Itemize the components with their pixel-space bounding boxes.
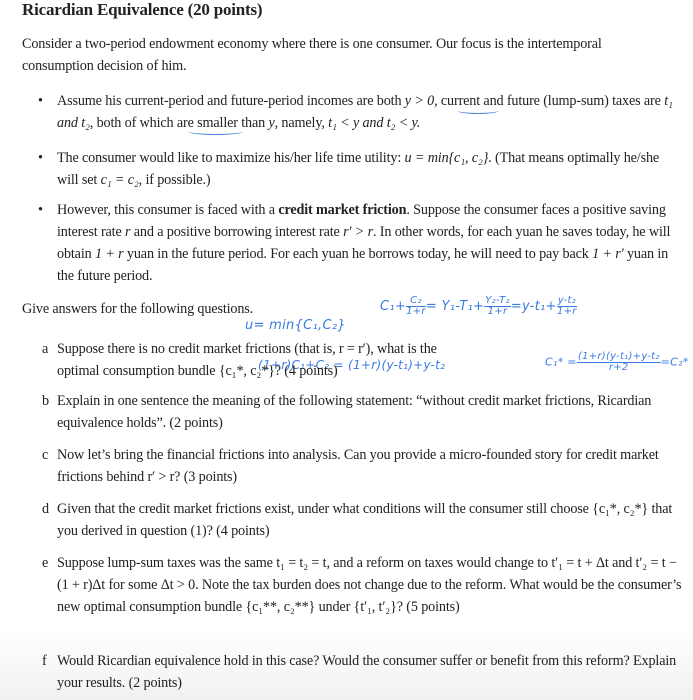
- hw-num: (1+r)(y-t₁)+y-t₂: [577, 351, 660, 362]
- handwritten-underline: [188, 128, 243, 135]
- math-borrow-cost: 1 + r′: [592, 246, 624, 262]
- hw-fraction: [406, 296, 426, 317]
- text-segment: . In other words, for each yuan he saves today, he will obtain: [57, 224, 671, 262]
- hw-den: 1+r: [556, 306, 577, 317]
- math-income: y > 0: [404, 93, 435, 109]
- text-segment: . (That means optimally he/she will set: [57, 150, 660, 188]
- text-segment: yuan in the future period. For each yuan he borrows today, he will need to pay back: [123, 246, 593, 262]
- question-label: d: [42, 501, 49, 517]
- question-d: [42, 498, 682, 542]
- hw-num: y-t₂: [557, 295, 576, 306]
- text-segment: and a positive borrowing interest rate: [130, 224, 344, 240]
- hw-num: C₂: [406, 296, 426, 307]
- bullet-dot-icon: •: [38, 202, 43, 218]
- hw-text: = Y₁-T₁+: [425, 299, 485, 314]
- bold-term: credit market friction: [278, 202, 407, 218]
- text-segment: , if possible.): [138, 172, 211, 188]
- text-segment: However, this consumer is faced with a: [57, 202, 279, 218]
- bullet-dot-icon: •: [38, 93, 43, 109]
- hw-den: 1+r: [487, 306, 508, 317]
- question-text: Suppose lump-sum taxes was the same t₁ = t₂ = t, and a reform on taxes would change to t′₁ = t + Δt and t′₂ = t − (1 + r)Δt for some Δt > 0. Note the tax burden does not change due to the reform. What would be the consumer’s new optimal consumption bundle {c₁**, c₂**} under {t′₁, t′₂}? (5 points): [57, 555, 682, 615]
- question-label: e: [42, 555, 49, 571]
- question-text: Suppose there is no credit market frictions (that is, r = r′), what is the optimal consumption bundle {c₁*, c₂*}? (4 points): [57, 341, 437, 379]
- question-b: [42, 390, 682, 434]
- hw-text: C₁+: [380, 299, 407, 314]
- question-e: [42, 552, 682, 618]
- handwritten-underline: [457, 107, 499, 114]
- handwritten-lifetime-budget: (1+r)C₁+C₂ = (1+r)(y-t₁)+y-t₂: [258, 358, 446, 372]
- math-save-return: 1 + r: [94, 246, 124, 262]
- hw-fraction: [557, 296, 577, 317]
- question-text: Would Ricardian equivalence hold in this case? Would the consumer suffer or benefit from this reform? Explain your results. (2 points): [57, 653, 677, 691]
- text-segment: , namely,: [274, 115, 329, 131]
- question-c: [42, 444, 682, 488]
- question-text: Explain in one sentence the meaning of the following statement: “without credit market frictions, Ricardian equivalence holds”. (2 points): [57, 393, 652, 431]
- bullet-income-taxes: [38, 90, 682, 134]
- text-segment: Assume his current-period and future-period incomes are both: [57, 93, 405, 109]
- hw-den: 1+r: [406, 306, 426, 317]
- hw-text: =y-t₁+: [510, 299, 557, 314]
- bullet-dot-icon: •: [38, 150, 43, 166]
- question-label: c: [42, 447, 49, 463]
- question-label: a: [42, 341, 49, 357]
- text-segment: , current and future (lump-sum) taxes are: [434, 93, 665, 109]
- text-segment: , both of which are smaller than: [89, 115, 269, 131]
- question-text: Given that the credit market frictions exist, under what conditions will the consumer still choose {c₁*, c₂*} that you derived in question (1)? (4 points): [57, 501, 673, 539]
- page-title: Ricardian Equivalence (20 points): [22, 0, 263, 19]
- math-constraint: t₁ < y and t₂ < y.: [328, 115, 421, 131]
- hw-num: Y₂-T₂: [485, 295, 510, 306]
- math-equal-consumption: c₁ = c₂: [100, 172, 139, 188]
- math-utility: u = min{c₁, c₂}: [404, 150, 489, 166]
- questions-intro: Give answers for the following questions.: [22, 301, 254, 317]
- text-segment: yuan in the future period.: [57, 246, 669, 284]
- hw-text: =C₂*: [660, 355, 689, 369]
- text-segment: . Suppose the consumer faces a positive saving interest rate: [57, 202, 666, 240]
- hw-den: r+2: [608, 362, 629, 373]
- handwritten-utility: u= min{C₁,C₂}: [245, 318, 346, 333]
- question-label: b: [42, 393, 49, 409]
- question-f: [42, 650, 682, 694]
- math-r-prime: r′ > r: [343, 224, 373, 240]
- intro-paragraph: Consider a two-period endowment economy where there is one consumer. Our focus is the intertemporal consumption decision of him.: [22, 36, 602, 74]
- text-segment: The consumer would like to maximize his/her life time utility:: [57, 150, 405, 166]
- question-label: f: [42, 653, 47, 669]
- question-a: [42, 338, 682, 382]
- hw-text: C₁* =: [545, 355, 577, 369]
- handwritten-budget-constraint: [380, 296, 577, 317]
- question-text: Now let’s bring the financial frictions into analysis. Can you provide a micro-founded story for credit market frictions behind r′ > r? (3 points): [57, 447, 659, 485]
- math-r: r: [125, 224, 131, 240]
- math-taxes: t₁ and t₂: [57, 93, 673, 131]
- bullet-utility: [38, 147, 682, 191]
- bullet-credit-friction: [38, 199, 682, 287]
- math-y: y: [268, 115, 275, 131]
- hw-fraction: [484, 296, 511, 317]
